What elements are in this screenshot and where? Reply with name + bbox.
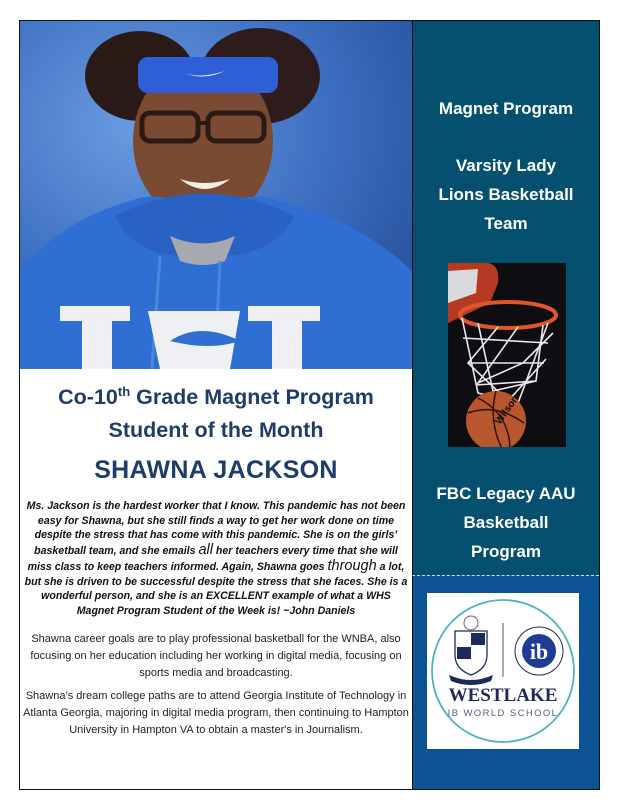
team-line2: Lions Basketball <box>438 185 574 204</box>
flyer-frame <box>19 20 600 790</box>
logo-subtitle: IB WORLD SCHOOL <box>447 708 559 719</box>
quote-part2: her teachers every time that she will miss class to keep teachers informed. Again, Shawna goes <box>27 545 398 573</box>
headline-line2: Student of the Month <box>108 418 324 442</box>
logo-school-name: WESTLAKE <box>448 685 558 706</box>
basketball-hoop-icon <box>448 263 566 447</box>
teacher-quote <box>22 499 410 619</box>
headline <box>20 381 412 447</box>
westlake-ib-logo-icon <box>427 593 579 749</box>
quote-part1: Ms. Jackson is the hardest worker that I know. This pandemic has not been easy for Shawna, but she still finds a way to get her work done on time despite the stress that has come with this pandemic. She is on the girls’ basketball team, and she emails <box>26 500 406 558</box>
aau-line1: FBC Legacy AAU <box>436 484 576 503</box>
quote-emphasis-through: through <box>327 557 377 574</box>
aau-line3: Program <box>471 542 541 561</box>
career-goals-paragraph: Shawna career goals are to play professional basketball for the WNBA, also focusing on her education including her working in digital media, focusing on sports media and broadcasting. <box>30 632 402 679</box>
student-photo <box>20 21 412 369</box>
basketball-hoop-image <box>448 263 566 447</box>
svg-text:Wilson: Wilson <box>493 393 522 427</box>
quote-part3: a lot, but she is driven to be successful despite the stress that she faces. She is a wonderful person, and she is an EXCELLENT example of what a WHS Magnet Program Student of the Week is! ~John Daniels <box>24 560 408 617</box>
article-column <box>20 369 412 789</box>
aau-program-title <box>413 479 599 566</box>
magnet-program-title: Magnet Program <box>438 99 574 118</box>
aau-line2: Basketball <box>463 513 549 532</box>
team-line3: Team <box>484 214 528 233</box>
portrait-illustration-icon <box>20 21 412 369</box>
westlake-logo <box>427 593 579 749</box>
headline-superscript: th <box>117 384 131 399</box>
ib-mark: ib <box>529 639 549 664</box>
quote-emphasis-all: all <box>198 542 213 559</box>
college-paths-paragraph: Shawna’s dream college paths are to attend Georgia Institute of Technology in Atlanta Georgia, majoring in digital media program, then continuing to Hampton University in Hampton VA to obtain a master's in Journalism. <box>23 689 409 736</box>
headline-rest: Grade Magnet Program <box>130 385 374 409</box>
sidebar-logo-panel <box>412 575 599 789</box>
team-line1: Varsity Lady <box>455 156 557 175</box>
headline-prefix: Co-10 <box>58 385 118 409</box>
sidebar-programs <box>412 21 599 575</box>
team-title <box>413 151 599 238</box>
student-name: SHAWNA JACKSON <box>94 456 338 484</box>
